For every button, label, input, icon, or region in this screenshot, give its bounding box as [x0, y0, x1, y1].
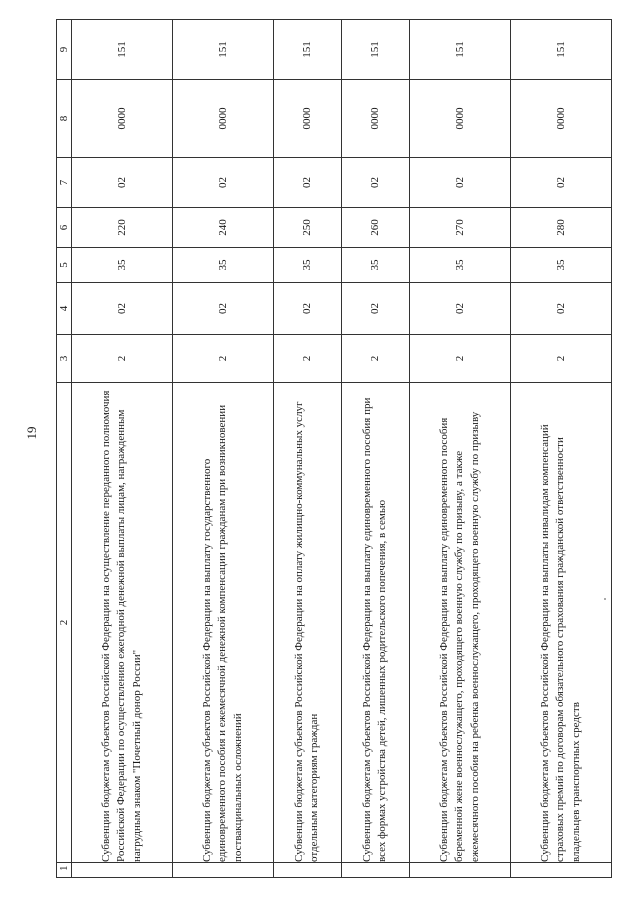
cell-col3: 2	[410, 335, 511, 383]
cell-col9: 151	[341, 20, 409, 80]
table-row	[341, 20, 409, 878]
column-header: 4	[57, 283, 72, 335]
table-row	[72, 20, 173, 878]
cell-col8: 0000	[72, 80, 173, 158]
cell-col9: 151	[172, 20, 273, 80]
table-row	[172, 20, 273, 878]
table-row	[510, 20, 611, 878]
column-header: 9	[57, 20, 72, 80]
empty-cell	[273, 863, 341, 878]
cell-col7: 02	[410, 158, 511, 208]
cell-col5: 35	[341, 248, 409, 283]
cell-col4: 02	[273, 283, 341, 335]
cell-col3: 2	[72, 335, 173, 383]
cell-col6: 240	[172, 208, 273, 248]
cell-col4: 02	[172, 283, 273, 335]
cell-col3: 2	[172, 335, 273, 383]
cell-col5: 35	[172, 248, 273, 283]
cell-col9: 151	[72, 20, 173, 80]
cell-col3: 2	[341, 335, 409, 383]
empty-cell	[172, 863, 273, 878]
cell-col6: 220	[72, 208, 173, 248]
scan-speck	[604, 598, 606, 600]
column-header: 1	[57, 863, 72, 878]
table-row	[410, 20, 511, 878]
cell-col8: 0000	[273, 80, 341, 158]
cell-col8: 0000	[172, 80, 273, 158]
row-description: Субвенции бюджетам субъектов Российской Федерации на оплату жилищно-коммунальных услуг отдельным категориям граждан	[273, 383, 341, 863]
cell-col6: 260	[341, 208, 409, 248]
table-header-row	[57, 20, 72, 878]
rotated-table-container	[56, 20, 612, 878]
cell-col8: 0000	[510, 80, 611, 158]
cell-col6: 250	[273, 208, 341, 248]
table-row	[273, 20, 341, 878]
cell-col7: 02	[72, 158, 173, 208]
cell-col3: 2	[510, 335, 611, 383]
empty-cell	[510, 863, 611, 878]
cell-col9: 151	[273, 20, 341, 80]
column-header: 5	[57, 248, 72, 283]
cell-col5: 35	[273, 248, 341, 283]
cell-col7: 02	[273, 158, 341, 208]
cell-col9: 151	[510, 20, 611, 80]
cell-col7: 02	[510, 158, 611, 208]
cell-col7: 02	[172, 158, 273, 208]
cell-col8: 0000	[410, 80, 511, 158]
cell-col6: 280	[510, 208, 611, 248]
cell-col3: 2	[273, 335, 341, 383]
column-header: 6	[57, 208, 72, 248]
cell-col4: 02	[72, 283, 173, 335]
cell-col5: 35	[410, 248, 511, 283]
column-header: 2	[57, 383, 72, 863]
empty-cell	[341, 863, 409, 878]
cell-col6: 270	[410, 208, 511, 248]
page-number: 19	[24, 426, 39, 440]
cell-col8: 0000	[341, 80, 409, 158]
column-header: 8	[57, 80, 72, 158]
cell-col4: 02	[510, 283, 611, 335]
row-description: Субвенции бюджетам субъектов Российской Федерации на выплату единовременного пособия при всех формах устройства детей, лишенных родительского попечения, в семью	[341, 383, 409, 863]
empty-cell	[72, 863, 173, 878]
row-description: Субвенции бюджетам субъектов Российской Федерации на выплату единовременного пособия беременной жене военнослужащего, проходящего военную службу по призыву, а также ежемесячного пособия на ребенка военнослужащего, проходящего военную службу по призыву	[410, 383, 511, 863]
empty-cell	[410, 863, 511, 878]
cell-col9: 151	[410, 20, 511, 80]
cell-col5: 35	[72, 248, 173, 283]
column-header: 7	[57, 158, 72, 208]
cell-col7: 02	[341, 158, 409, 208]
row-description: Субвенции бюджетам субъектов Российской Федерации на осуществление переданного полномочия Российской Федерации по осуществлению ежегодной денежной выплаты лицам, награжденным нагрудным знаком "Почетный донор России"	[72, 383, 173, 863]
cell-col4: 02	[341, 283, 409, 335]
cell-col5: 35	[510, 248, 611, 283]
column-header: 3	[57, 335, 72, 383]
cell-col4: 02	[410, 283, 511, 335]
row-description: Субвенции бюджетам субъектов Российской Федерации на выплату государственного единовременного пособия и ежемесячной денежной компенсации гражданам при возникновении поствакцинальных осложнений	[172, 383, 273, 863]
row-description: Субвенции бюджетам субъектов Российской Федерации на выплаты инвалидам компенсаций страховых премий по договорам обязательного страхования гражданской ответственности владельцев транспортных средств	[510, 383, 611, 863]
budget-code-table	[56, 19, 612, 878]
